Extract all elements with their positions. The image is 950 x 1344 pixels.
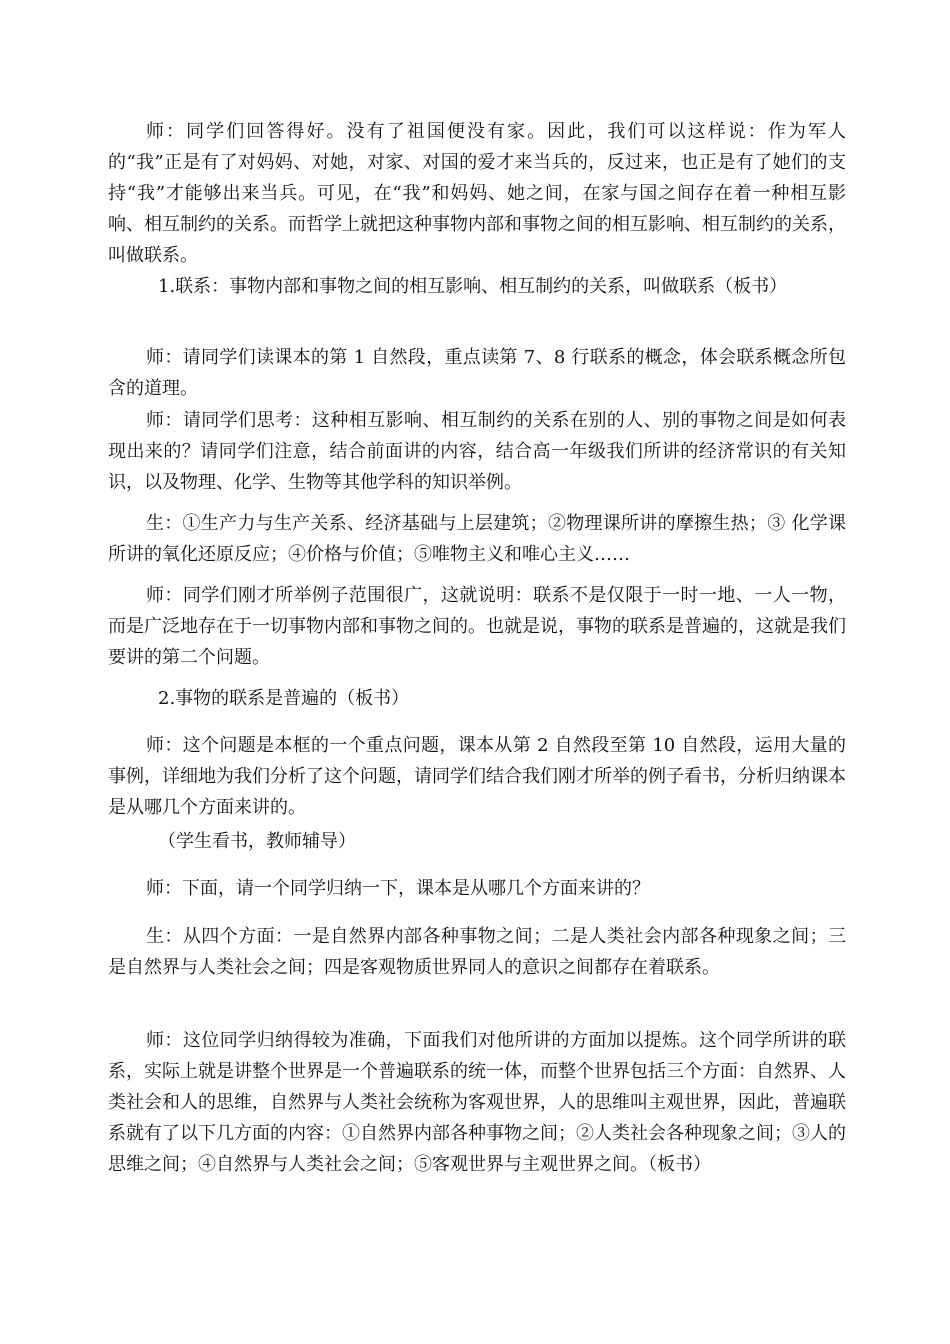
paragraph-student-examples: 生：①生产力与生产关系、经济基础与上层建筑；②物理课所讲的摩擦生热；③ 化学课所讲的氧化还原反应；④价格与价值；⑤唯物主义和唯心主义…… [108,513,846,565]
heading-connection-definition: 1.联系：事物内部和事物之间的相互影响、相互制约的关系，叫做联系（板书） [158,276,788,297]
paragraph-teacher-read-textbook: 师：请同学们读课本的第 1 自然段，重点读第 7、8 行联系的概念，体会联系概念所包含的道理。 [108,347,846,399]
paragraph-teacher-refine: 师：这位同学归纳得较为准确，下面我们对他所讲的方面加以提炼。这个同学所讲的联系，实际上就是讲整个世界是一个普遍联系的统一体，而整个世界包括三个方面：自然界、人类社会和人的思维，自然界与人类社会统称为客观世界，人的思维叫主观世界，因此，普遍联系就有了以下几方面的内容：①自然界内部各种事物之间；②人类社会各种现象之间；③人的思维之间；④自然界与人类社会之间；⑤客观世界与主观世界之间。（板书） [108,1030,846,1175]
paragraph-teacher-key-question: 师：这个问题是本框的一个重点问题，课本从第 2 自然段至第 10 自然段，运用大量的事例，详细地为我们分析了这个问题，请同学们结合我们刚才所举的例子看书，分析归纳课本是从哪几个方面来讲的。 [108,735,846,818]
paragraph-teacher-summarize: 师：下面，请一个同学归纳一下，课本是从哪几个方面来讲的？ [146,878,650,899]
paragraph-teacher-universal: 师：同学们刚才所举例子范围很广，这就说明：联系不是仅限于一时一地、一人一物，而是广泛地存在于一切事物内部和事物之间的。也就是说，事物的联系是普遍的，这就是我们要讲的第二个问题。 [108,585,846,668]
paragraph-student-four-aspects: 生：从四个方面：一是自然界内部各种事物之间；二是人类社会内部各种现象之间；三是自然界与人类社会之间；四是客观物质世界同人的意识之间都存在着联系。 [108,926,846,978]
paragraph-teacher-motherland: 师：同学们回答得好。没有了祖国便没有家。因此，我们可以这样说：作为军人的“我”正是有了对妈妈、对她，对家、对国的爱才来当兵的，反过来，也正是有了她们的支持“我”才能够出来当兵。可见，在“我”和妈妈、她之间，在家与国之间存在着一种相互影响、相互制约的关系。而哲学上就把这种事物内部和事物之间的相互影响、相互制约的关系，叫做联系。 [108,121,846,266]
paragraph-teacher-think: 师：请同学们思考：这种相互影响、相互制约的关系在别的人、别的事物之间是如何表现出来的？请同学们注意，结合前面讲的内容，结合高一年级我们所讲的经济常识的有关知识，以及物理、化学、生物等其他学科的知识举例。 [108,410,846,493]
paragraph-class-note: （学生看书，教师辅导） [158,831,356,852]
heading-universal-connection: 2.事物的联系是普遍的（板书） [158,688,410,709]
